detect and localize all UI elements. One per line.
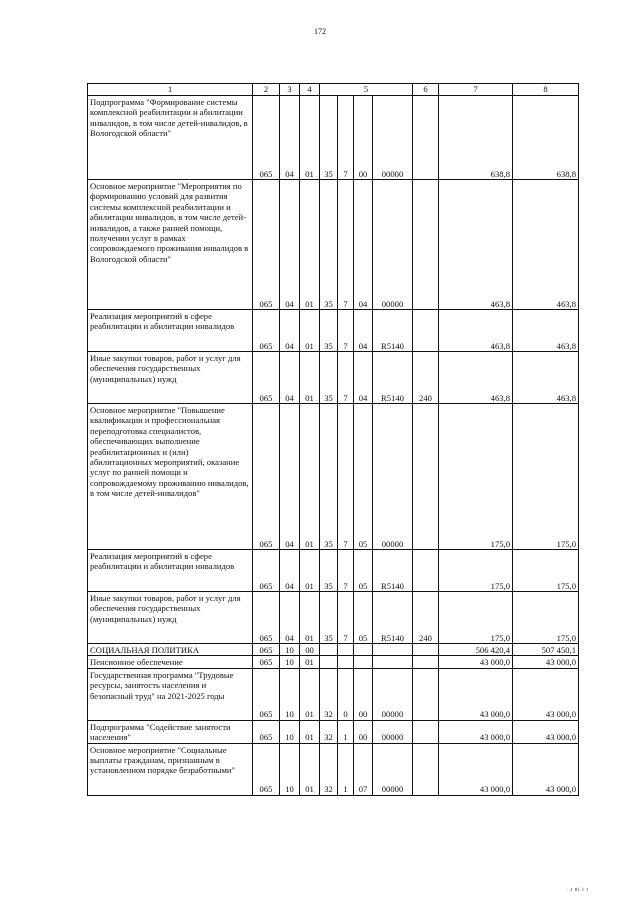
target-code-part-2: [338, 644, 354, 656]
amount-year-1-cell: 463,8: [439, 310, 513, 352]
target-code-part-2: 0: [338, 668, 354, 720]
table-row: [88, 644, 579, 656]
table-row: [88, 310, 579, 352]
amount-year-2-cell: 463,8: [513, 180, 579, 310]
section-cell: 04: [280, 550, 300, 592]
target-code-part-4: R5140: [373, 592, 413, 644]
target-code-part-2: 7: [338, 180, 354, 310]
section-cell: 10: [280, 668, 300, 720]
expense-type-cell: [413, 644, 439, 656]
admin-code-cell: 065: [253, 743, 280, 795]
target-code-part-3: [354, 656, 373, 668]
header-cell: 1: [88, 84, 253, 96]
row-name-cell: Подпрограмма "Содействие занятости населения": [88, 720, 253, 743]
subsection-cell: 01: [300, 668, 320, 720]
subsection-cell: 01: [300, 96, 320, 180]
table-row: [88, 743, 579, 795]
section-cell: 10: [280, 656, 300, 668]
amount-year-1-cell: 463,8: [439, 180, 513, 310]
amount-year-2-cell: 507 450,1: [513, 644, 579, 656]
amount-year-2-cell: 175,0: [513, 550, 579, 592]
subsection-cell: 00: [300, 644, 320, 656]
target-code-part-1: 35: [320, 180, 338, 310]
target-code-part-2: [338, 656, 354, 668]
amount-year-2-cell: 175,0: [513, 404, 579, 550]
admin-code-cell: 065: [253, 96, 280, 180]
subsection-cell: 01: [300, 720, 320, 743]
target-code-part-4: [373, 656, 413, 668]
target-code-part-1: 35: [320, 352, 338, 404]
header-cell: 7: [439, 84, 513, 96]
table-row: [88, 550, 579, 592]
section-cell: 04: [280, 96, 300, 180]
target-code-part-2: 7: [338, 592, 354, 644]
admin-code-cell: 065: [253, 550, 280, 592]
target-code-part-1: 35: [320, 550, 338, 592]
subsection-cell: 01: [300, 180, 320, 310]
expense-type-cell: [413, 668, 439, 720]
header-cell: 3: [280, 84, 300, 96]
table-row: [88, 656, 579, 668]
target-code-part-2: 7: [338, 352, 354, 404]
subsection-cell: 01: [300, 310, 320, 352]
target-code-part-3: 05: [354, 404, 373, 550]
target-code-part-1: 32: [320, 720, 338, 743]
target-code-part-1: 35: [320, 96, 338, 180]
row-name-cell: Основное мероприятие "Повышение квалификации и профессиональная переподготовка специалистов, обеспечивающих выполнение реабилитационных и (или) абилитационных мероприятий, оказание услуг по ранней помощи и сопровождаемому проживанию инвалидов, в том числе детей-инвалидов": [88, 404, 253, 550]
subsection-cell: 01: [300, 550, 320, 592]
row-name-cell: Основное мероприятие "Мероприятия по формированию условий для развития системы комплексной реабилитации и абилитации инвалидов, в том числе детей-инвалидов, а также ранней помощи, получении услуг в рамках сопровождаемого проживания инвалидов в Вологодской области": [88, 180, 253, 310]
footer-mark: · ı ві і ı: [566, 887, 589, 893]
target-code-part-2: 7: [338, 550, 354, 592]
table-header-row: [88, 84, 579, 96]
amount-year-2-cell: 43 000,0: [513, 668, 579, 720]
admin-code-cell: 065: [253, 352, 280, 404]
amount-year-2-cell: 43 000,0: [513, 656, 579, 668]
admin-code-cell: 065: [253, 644, 280, 656]
target-code-part-4: R5140: [373, 550, 413, 592]
target-code-part-3: 05: [354, 592, 373, 644]
row-name-cell: Пенсионное обеспечение: [88, 656, 253, 668]
row-name-cell: Государственная программа "Трудовые ресурсы, занятость населения и безопасный труд" на 2021-2025 годы: [88, 668, 253, 720]
target-code-part-4: R5140: [373, 352, 413, 404]
section-cell: 10: [280, 743, 300, 795]
amount-year-1-cell: 638,8: [439, 96, 513, 180]
amount-year-1-cell: 43 000,0: [439, 743, 513, 795]
table-row: [88, 96, 579, 180]
admin-code-cell: 065: [253, 720, 280, 743]
section-cell: 10: [280, 644, 300, 656]
amount-year-2-cell: 43 000,0: [513, 743, 579, 795]
section-cell: 04: [280, 404, 300, 550]
target-code-part-2: 1: [338, 743, 354, 795]
target-code-part-4: R5140: [373, 310, 413, 352]
table-body: [88, 96, 579, 796]
subsection-cell: 01: [300, 743, 320, 795]
target-code-part-4: 00000: [373, 743, 413, 795]
target-code-part-1: 32: [320, 743, 338, 795]
header-cell: 8: [513, 84, 579, 96]
target-code-part-1: 35: [320, 310, 338, 352]
expense-type-cell: [413, 656, 439, 668]
admin-code-cell: 065: [253, 310, 280, 352]
expense-type-cell: 240: [413, 352, 439, 404]
subsection-cell: 01: [300, 592, 320, 644]
page-number: 172: [314, 27, 326, 36]
table-row: [88, 404, 579, 550]
expense-type-cell: [413, 404, 439, 550]
table-row: [88, 720, 579, 743]
target-code-part-4: 00000: [373, 720, 413, 743]
target-code-part-3: 04: [354, 180, 373, 310]
target-code-part-3: 04: [354, 310, 373, 352]
target-code-part-2: 1: [338, 720, 354, 743]
expense-type-cell: [413, 720, 439, 743]
amount-year-2-cell: 463,8: [513, 310, 579, 352]
target-code-part-4: 00000: [373, 668, 413, 720]
row-name-cell: Реализация мероприятий в сфере реабилитации и абилитации инвалидов: [88, 310, 253, 352]
header-cell: 5: [320, 84, 413, 96]
admin-code-cell: 065: [253, 404, 280, 550]
row-name-cell: Иные закупки товаров, работ и услуг для обеспечения государственных (муниципальных) нужд: [88, 352, 253, 404]
expense-type-cell: [413, 96, 439, 180]
amount-year-1-cell: 463,8: [439, 352, 513, 404]
amount-year-1-cell: 175,0: [439, 592, 513, 644]
amount-year-1-cell: 43 000,0: [439, 656, 513, 668]
amount-year-2-cell: 175,0: [513, 592, 579, 644]
row-name-cell: СОЦИАЛЬНАЯ ПОЛИТИКА: [88, 644, 253, 656]
amount-year-2-cell: 43 000,0: [513, 720, 579, 743]
target-code-part-2: 7: [338, 96, 354, 180]
target-code-part-4: 00000: [373, 180, 413, 310]
table-row: [88, 668, 579, 720]
target-code-part-2: 7: [338, 310, 354, 352]
header-cell: 6: [413, 84, 439, 96]
target-code-part-1: [320, 656, 338, 668]
table-row: [88, 592, 579, 644]
target-code-part-3: 07: [354, 743, 373, 795]
target-code-part-4: [373, 644, 413, 656]
amount-year-1-cell: 175,0: [439, 550, 513, 592]
target-code-part-3: 05: [354, 550, 373, 592]
header-cell: 4: [300, 84, 320, 96]
section-cell: 04: [280, 310, 300, 352]
amount-year-1-cell: 43 000,0: [439, 720, 513, 743]
target-code-part-3: 00: [354, 668, 373, 720]
subsection-cell: 01: [300, 404, 320, 550]
header-cell: 2: [253, 84, 280, 96]
amount-year-1-cell: 43 000,0: [439, 668, 513, 720]
target-code-part-3: 04: [354, 352, 373, 404]
admin-code-cell: 065: [253, 592, 280, 644]
budget-table: [87, 83, 579, 796]
expense-type-cell: 240: [413, 592, 439, 644]
target-code-part-2: 7: [338, 404, 354, 550]
target-code-part-4: 00000: [373, 96, 413, 180]
row-name-cell: Реализация мероприятий в сфере реабилитации и абилитации инвалидов: [88, 550, 253, 592]
section-cell: 10: [280, 720, 300, 743]
table-row: [88, 352, 579, 404]
expense-type-cell: [413, 180, 439, 310]
admin-code-cell: 065: [253, 668, 280, 720]
amount-year-1-cell: 506 420,4: [439, 644, 513, 656]
admin-code-cell: 065: [253, 656, 280, 668]
row-name-cell: Иные закупки товаров, работ и услуг для обеспечения государственных (муниципальных) нужд: [88, 592, 253, 644]
row-name-cell: Основное мероприятие "Социальные выплаты гражданам, признанным в установленном порядке безработными": [88, 743, 253, 795]
section-cell: 04: [280, 592, 300, 644]
section-cell: 04: [280, 352, 300, 404]
amount-year-2-cell: 463,8: [513, 352, 579, 404]
target-code-part-1: 32: [320, 668, 338, 720]
target-code-part-3: 00: [354, 720, 373, 743]
amount-year-2-cell: 638,8: [513, 96, 579, 180]
expense-type-cell: [413, 550, 439, 592]
target-code-part-1: 35: [320, 592, 338, 644]
table-row: [88, 180, 579, 310]
subsection-cell: 01: [300, 656, 320, 668]
expense-type-cell: [413, 743, 439, 795]
section-cell: 04: [280, 180, 300, 310]
subsection-cell: 01: [300, 352, 320, 404]
target-code-part-3: [354, 644, 373, 656]
expense-type-cell: [413, 310, 439, 352]
target-code-part-1: [320, 644, 338, 656]
row-name-cell: Подпрограмма "Формирование системы комплексной реабилитации и абилитации инвалидов, в том числе детей-инвалидов, в Вологодской области": [88, 96, 253, 180]
amount-year-1-cell: 175,0: [439, 404, 513, 550]
target-code-part-1: 35: [320, 404, 338, 550]
target-code-part-4: 00000: [373, 404, 413, 550]
target-code-part-3: 00: [354, 96, 373, 180]
admin-code-cell: 065: [253, 180, 280, 310]
